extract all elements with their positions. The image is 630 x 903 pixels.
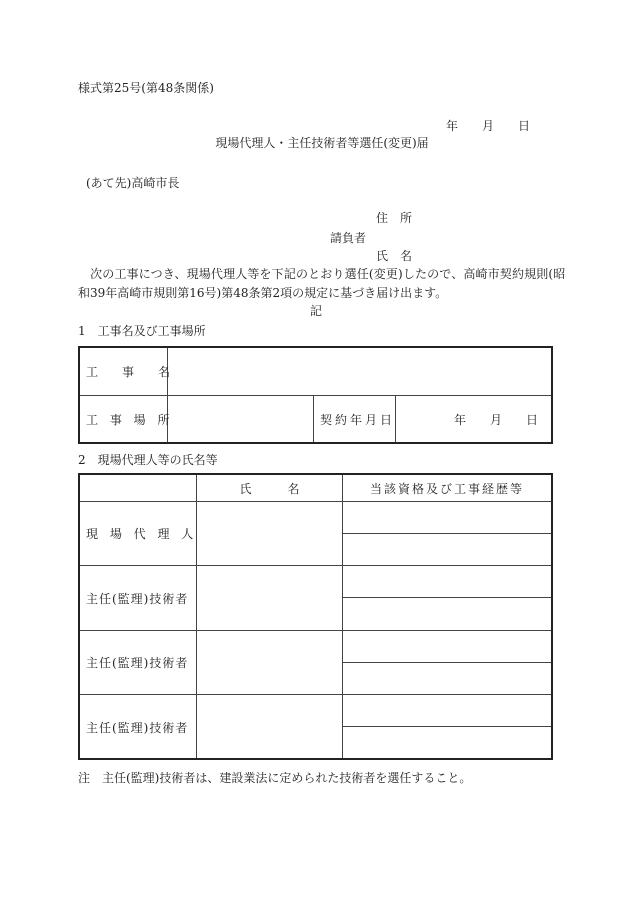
body-text-line1: 次の工事につき、現場代理人等を下記のとおり選任(変更)したので、高崎市契約規則(昭 [78, 267, 566, 281]
work-name-field[interactable] [168, 348, 551, 395]
work-name-label: 工 事 名 [86, 365, 171, 379]
name-label: 氏 名 [376, 249, 413, 263]
col-header-name: 氏 名 [239, 481, 300, 496]
row-label-chief-engineer: 主任(監理)技術者 [86, 656, 189, 670]
row-label-site-agent: 現 場 代 理 人 [86, 527, 198, 541]
document-title: 現場代理人・主任技術者等選任(変更)届 [215, 136, 429, 150]
work-table [78, 346, 553, 444]
row-label-chief-engineer: 主任(監理)技術者 [86, 591, 189, 606]
contractor-label: 請負者 [330, 231, 367, 245]
address-label: 住 所 [376, 211, 413, 225]
personnel-table [78, 473, 553, 760]
date-line: 年 月 日 [446, 119, 531, 133]
addressee: (あて先)高崎市長 [86, 176, 180, 190]
col-header-qualification: 当該資格及び工事経歴等 [369, 481, 524, 496]
ki-label: 記 [310, 304, 323, 318]
row-label-chief-engineer: 主任(監理)技術者 [86, 720, 189, 735]
body-text-line2: 和39年高崎市規則第16号)第48条第2項の規定に基づき届け出ます。 [78, 286, 448, 300]
section2-heading: 2 現場代理人等の氏名等 [78, 453, 218, 467]
work-site-field[interactable] [168, 396, 312, 443]
contract-date-label: 契約年月日 [320, 413, 396, 427]
section1-heading: 1 工事名及び工事場所 [78, 324, 206, 338]
form-number: 様式第25号(第48条関係) [78, 81, 214, 95]
contract-date-field[interactable]: 年 月 日 [454, 413, 539, 427]
work-site-label: 工 事 場 所 [86, 413, 174, 427]
note: 注 主任(監理)技術者は、建設業法に定められた技術者を選任すること。 [78, 771, 472, 785]
